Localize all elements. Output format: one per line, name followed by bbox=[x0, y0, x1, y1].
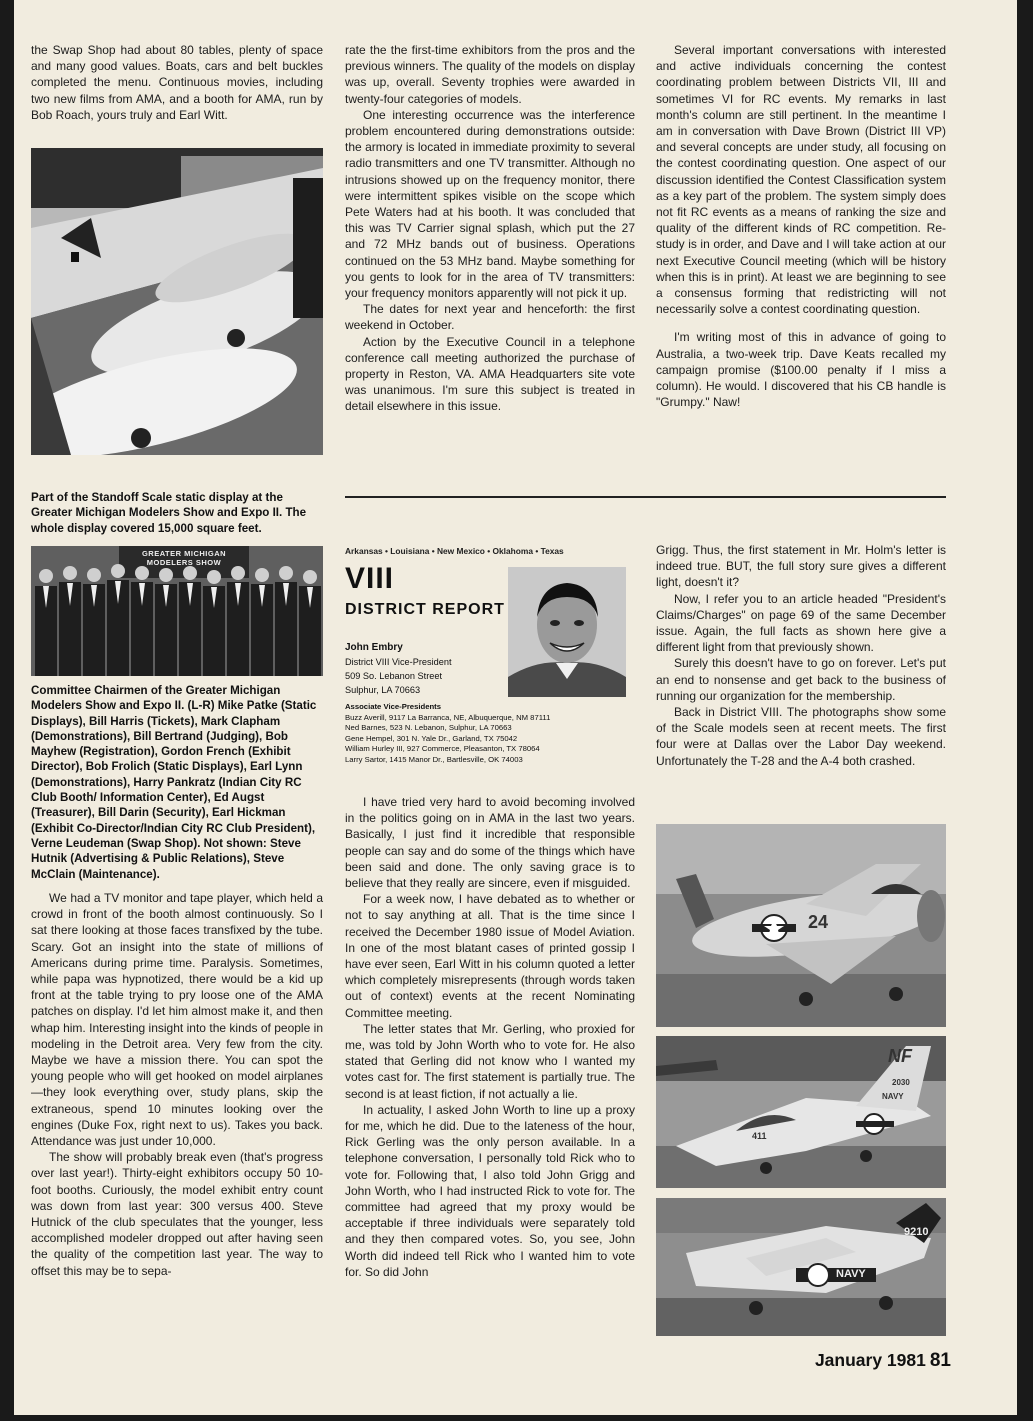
col2-top-paragraph: Action by the Executive Council in a telephone conference call meeting authorized the purchase of property in Reston, VA. AMA Headquarters site vote was unanimous. I'm sure this subject is treated in detail elsewhere in this issue. bbox=[345, 334, 635, 414]
portrait-image bbox=[508, 567, 626, 697]
col2-top-paragraph: One interesting occurrence was the interference problem encountered during demonstrations outside: the armory is located in immediate proximity to several radio transmitters and one TV transmitter. Although no intrusions showed up on the frequency monitor, there were intermittent spikes visible on the scope which Pete Waters had at his booth. It was concluded that this was TV Carrier signal splash, which put the 27 and 72 MHz bands out of business. Operations continued on the 53 MHz band. Maybe something for you gents to look for in the area of TV transmitters: your frequency monitors apparently will not pick it up. bbox=[345, 107, 635, 301]
vice-president-city: Sulphur, LA 70663 bbox=[345, 685, 421, 695]
a4-nose-number: 411 bbox=[752, 1131, 767, 1141]
associate-vp-line: William Hurley III, 927 Commerce, Pleasanton, TX 78064 bbox=[345, 744, 540, 753]
associate-vp-line: Gene Hempel, 301 N. Yale Dr., Garland, TX 75042 bbox=[345, 733, 518, 743]
district-report-title: DISTRICT REPORT bbox=[345, 601, 505, 618]
col2-bottom-paragraph: For a week now, I have debated as to whether or not to say anything at all. That is the time since I received the December 1980 issue of Model Aviation. In one of the most blatant cases of printed gossip I have ever seen, Earl Witt in his column quoted a letter which completely misrepresents (through words taken out of context) events at the recent Nominating Committee meeting. bbox=[345, 892, 635, 1020]
t28-navy-image bbox=[656, 1198, 946, 1336]
john-embry-portrait bbox=[508, 567, 626, 697]
col2-top-paragraph: The dates for next year and henceforth: the first weekend in October. bbox=[345, 302, 635, 333]
vice-president-block bbox=[345, 640, 452, 697]
col2-top-text bbox=[345, 42, 635, 415]
col3-bottom-paragraph: Back in District VIII. The photographs show some of the Scale models seen at recent meets. The first four were at Dallas over the Labor Day weekend. Unfortunately the T-28 and the A-4 both crashed. bbox=[656, 705, 946, 768]
col3-top-paragraph: I'm writing most of this in advance of going to Australia, a two-week trip. Dave Keats recalled my campaign promise ($100.00 penalty if I miss a column). He would. I discovered that his CB handle is "Grumpy." Naw! bbox=[656, 330, 946, 410]
district-number: VIII bbox=[345, 562, 395, 595]
a4-navy-label: NAVY bbox=[882, 1092, 904, 1101]
standoff-scale-caption: Part of the Standoff Scale static display at the Greater Michigan Modelers Show and Expo II. The whole display covered 15,000 square feet. bbox=[31, 491, 307, 535]
col2-top-paragraph: rate the the first-time exhibitors from the pros and the previous winners. The quality of the models on display was up, overall. Seventy trophies were awarded in twenty-four categories of models. bbox=[345, 43, 635, 106]
t28-model-photo bbox=[656, 824, 946, 1027]
expo-banner-text: GREATER MICHIGAN MODELERS SHOW bbox=[141, 549, 227, 567]
associate-vp-line: Ned Barnes, 523 N. Lebanon, Sulphur, LA 70663 bbox=[345, 723, 512, 732]
page-footer bbox=[815, 1350, 951, 1372]
a4-model-photo bbox=[656, 1036, 946, 1188]
vice-president-street: 509 So. Lebanon Street bbox=[345, 671, 443, 681]
t28b-tail-number: 9210 bbox=[904, 1226, 929, 1238]
col3-top-text bbox=[656, 42, 946, 410]
standoff-scale-display-image bbox=[31, 148, 323, 455]
page-number: 81 bbox=[929, 1350, 951, 1371]
col2-bottom-paragraph: I have tried very hard to avoid becoming involved in the politics going on in AMA in the last two years. Basically, I just find it incredible that responsible people can say and do some of the things which have been said and done. The only saving grace is to believe that they really are sincere, even if misguided. bbox=[345, 795, 635, 891]
t28-navy-model-photo bbox=[656, 1198, 946, 1336]
col2-bottom-paragraph: In actuality, I asked John Worth to line up a proxy for me, which he did. Due to the lateness of the hour, Rick Gerling was the only person available. In a telephone conversation, I personally told Rick who to vote for. Following that, I also told John Grigg and John Worth, who I had instructed Rick to vote for. The committee had agreed that my proxy would be acceptable if three individuals were separately told and they then compared votes. So, you see, John Worth did indeed tell Rick who I wanted him to vote for. So did John bbox=[345, 1102, 635, 1279]
col3-bottom-text bbox=[656, 542, 946, 769]
magazine-page bbox=[14, 0, 1017, 1415]
col3-top-paragraph: Several important conversations with interested and active individuals concerning the contest coordinating problem between Districts VII, III and sometimes VI for RC events. My remarks in last month's column are still pertinent. In the meantime I am in conversation with Dave Brown (District III VP) and several concepts are under study, all focusing on the contest coordinating question. One aspect of our discussion identified the Contest Classification system as a key part of the problem. The system simply does not fit RC events as a means of ranking the size and quality of the different kinds of RC competition. Re-study is in order, and Dave and I will take action at our next Executive Council meeting (which will be history when this is in print). At least we are beginning to see a consensus forming that redistricting will not necessarily solve a contest coordinating question. bbox=[656, 43, 946, 317]
t28-number-marking: 24 bbox=[808, 912, 829, 932]
col2-bottom-text bbox=[345, 794, 635, 1280]
associate-vps bbox=[345, 702, 550, 765]
committee-chairmen-caption: Committee Chairmen of the Greater Michigan Modelers Show and Expo II. (L-R) Mike Patke (Static Displays), Bill Harris (Tickets), Mark Clapham (Demonstrations), Bill Bertrand (Judging), Bob Mayhew (Registration), Gordon French (Exhibit Director), Bob Frolich (Static Displays), Earl Lynn (Demonstrations), Harry Pankratz (Indian City RC Club Booth/ Information Center), Ed Augst (Treasurer), Bill Darin (Security), Earl Hickman (Exhibit Co-Director/Indian City RC Club President), Verne Leudeman (Swap Shop). Not shown: Steve Hutnik (Advertising & Public Relations), Steve McClain (Maintenance). bbox=[31, 684, 317, 881]
col3-bottom-paragraph: Grigg. Thus, the first statement in Mr. Holm's letter is indeed true. BUT, the full story sure gives a different light, doesn't it? bbox=[656, 543, 946, 590]
a4-serial: 2030 bbox=[892, 1078, 910, 1087]
col1-body-paragraph: The show will probably break even (that's progress over last year!). Thirty-eight exhibitors occupy 50 10-foot booths. Curiously, the model exhibit entry count was down from last year: 300 versus 400. Steve Hutnick of the club speculates that the younger, less accomplished modeler dropped out after having seen the quality of the competition last year. The way to offset this may be to sepa- bbox=[31, 1150, 323, 1278]
col1-intro-text bbox=[31, 42, 323, 123]
district-states: Arkansas • Louisiana • New Mexico • Oklahoma • Texas bbox=[345, 546, 564, 556]
vice-president-name: John Embry bbox=[345, 642, 403, 653]
associate-vps-heading: Associate Vice-Presidents bbox=[345, 702, 441, 711]
a4-tail-code: NF bbox=[888, 1046, 912, 1066]
col1-body-paragraph: We had a TV monitor and tape player, which held a crowd in front of the booth almost continuously. So I sat there looking at those faces transfixed by the tube. Scary. Got an insight into the state of millions of Americans during prime time. Paralysis. Sometimes, while papa was hypnotized, there would be a kid up front at the table trying to pry loose one of the AMA patches on display. I'd let him almost make it, and then whap him. Interesting insight into the kinds of people in modeling in the Detroit area. Very few from the city. Maybe we have a mission there. You can spot the young people who will get hooked on model airplanes—they look everything over, study plans, skip the extraneous, spend 10 minutes looking over the engines (Duke Fox, right next to us). Takes you back. Attendance was just under 10,000. bbox=[31, 891, 323, 1149]
issue-date: January 1981 bbox=[814, 1350, 926, 1370]
t28b-navy-label: NAVY bbox=[836, 1268, 866, 1280]
col3-bottom-paragraph: Surely this doesn't have to go on forever. Let's put an end to nonsense and get back to the business of running our organization for the membership. bbox=[656, 656, 946, 703]
t28-image bbox=[656, 824, 946, 1027]
col1-intro-paragraph: the Swap Shop had about 80 tables, plenty of space and many good values. Boats, cars and belt buckles completed the menu. Continuous movies, including two new films from AMA, and a booth for AMA, run by Bob Roach, yours truly and Earl Witt. bbox=[31, 43, 323, 122]
associate-vp-line: Buzz Averill, 9117 La Barranca, NE, Albuquerque, NM 87111 bbox=[345, 712, 551, 722]
col3-bottom-paragraph: Now, I refer you to an article headed "President's Claims/Charges" on page 69 of the same December issue. Again, the full facts as shown here give a different light from that previously shown. bbox=[656, 591, 946, 655]
standoff-scale-display-photo bbox=[31, 148, 323, 455]
col2-bottom-paragraph: The letter states that Mr. Gerling, who proxied for me, was told by John Worth who to vote for. He also stated that Gerling did not know who I wanted my votes cast for. The first statement is partially true. The second is at least fiction, if not actually a lie. bbox=[345, 1021, 635, 1101]
vice-president-title: District VIII Vice-President bbox=[345, 657, 452, 667]
col1-body bbox=[31, 890, 323, 1279]
committee-chairmen-photo bbox=[31, 546, 323, 676]
section-divider bbox=[345, 496, 946, 498]
associate-vp-line: Larry Sartor, 1415 Manor Dr., Bartlesville, OK 74003 bbox=[345, 754, 523, 764]
